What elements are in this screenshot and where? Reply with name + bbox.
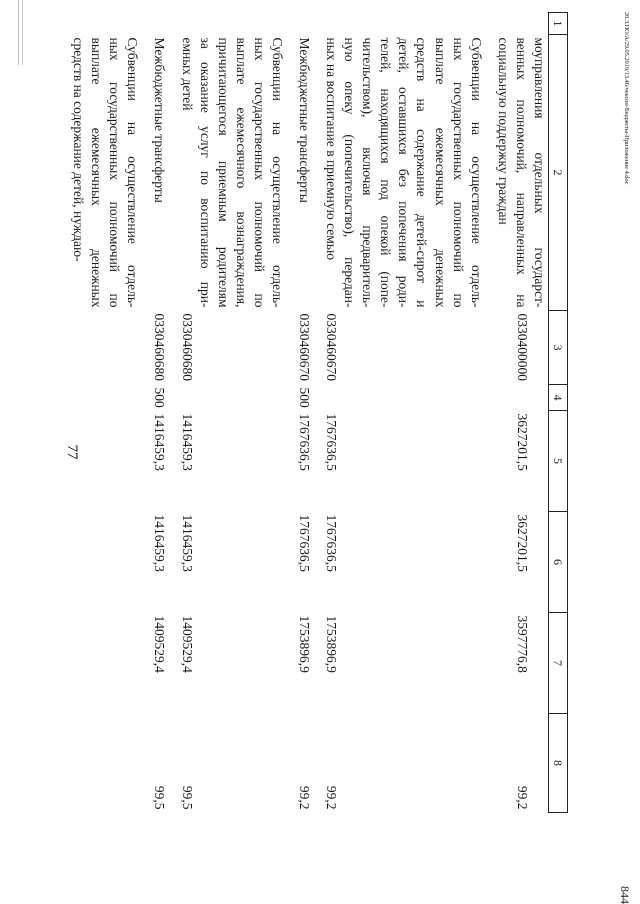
description-line: венных полномочий, направленных на <box>513 37 529 308</box>
footer-file-note: 20.3.ПО/А/29.05.2019/13.46/чексон-Бюджеты-Приложение 4.doc <box>623 12 630 185</box>
row-blank-cell <box>493 13 549 35</box>
table-row <box>149 13 176 813</box>
row-revised-value: 3627201,5 <box>514 514 530 572</box>
row-approved-value: 1416459,3 <box>152 413 168 471</box>
column-number: 4 <box>548 385 567 411</box>
row-blank-cell <box>149 13 176 35</box>
row-executed-value <box>68 613 149 714</box>
row-execution-percent: 99,2 <box>514 785 530 810</box>
description-line: социальную поддержку граждан <box>495 37 511 225</box>
row-revised-value: 1767636,5 <box>324 514 340 572</box>
description-line: ную опеку (попечительство), передан- <box>342 37 358 308</box>
description-line: Межбюджетные трансферты <box>296 37 312 203</box>
description-line: выплате ежемесячных денежных <box>432 37 448 308</box>
row-execution-percent <box>68 714 149 813</box>
row-execution-percent: 99,5 <box>179 785 195 810</box>
table-row <box>68 13 149 813</box>
row-target-code: 0330460670 <box>324 313 340 381</box>
description-line: ных на воспитание в приемную семью <box>324 37 340 261</box>
row-blank-cell <box>176 13 293 35</box>
row-description <box>176 35 293 311</box>
row-description <box>294 35 321 311</box>
description-line: средств на содержание детей-сирот и <box>414 37 430 308</box>
row-executed-value: 3597776,8 <box>514 615 530 673</box>
column-number: 7 <box>548 613 567 714</box>
description-line: выплате ежемесячных денежных <box>89 37 105 308</box>
row-revised-value: 1416459,3 <box>179 514 195 572</box>
row-target-code: 0330460670 <box>296 313 312 381</box>
row-description <box>321 35 493 311</box>
row-target-code: 0330460680 <box>179 313 195 381</box>
description-line: Субвенции на осуществление отдель- <box>125 37 141 308</box>
column-number: 2 <box>548 35 567 311</box>
table-row <box>493 13 549 813</box>
column-number: 1 <box>548 13 567 35</box>
row-revised-value <box>68 512 149 613</box>
table-row <box>294 13 321 813</box>
row-description <box>68 35 149 311</box>
row-blank-cell <box>321 13 493 35</box>
row-approved-value <box>68 411 149 512</box>
description-line: ных государственных полномочий по <box>251 37 267 308</box>
description-line: Субвенции на осуществление отдель- <box>269 37 285 308</box>
description-line: детей, оставшихся без попечения роди- <box>396 37 412 308</box>
row-approved-value: 1767636,5 <box>324 413 340 471</box>
row-blank-cell <box>68 13 149 35</box>
page-number: 77 <box>64 444 80 460</box>
row-revised-value: 1767636,5 <box>296 514 312 572</box>
description-line: ных государственных полномочий по <box>107 37 123 308</box>
row-executed-value: 1409529,4 <box>179 615 195 673</box>
column-number: 8 <box>548 714 567 813</box>
row-revised-value: 1416459,3 <box>152 514 168 572</box>
row-target-code: 0330400000 <box>514 313 530 381</box>
row-target-code <box>68 311 149 385</box>
description-line: моуправления отдельных государст- <box>531 37 547 308</box>
table-body <box>68 13 548 813</box>
row-expense-type <box>493 385 549 411</box>
description-line: Межбюджетные трансферты <box>152 37 168 203</box>
row-execution-percent: 99,2 <box>296 785 312 810</box>
row-blank-cell <box>294 13 321 35</box>
row-approved-value: 3627201,5 <box>514 413 530 471</box>
row-description <box>149 35 176 311</box>
description-line: телей, находящихся под опекой (попе- <box>378 37 394 308</box>
row-executed-value: 1409529,4 <box>152 615 168 673</box>
row-expense-type <box>321 385 493 411</box>
row-target-code: 0330460680 <box>152 313 168 381</box>
description-line: за оказание услуг по воспитанию при- <box>197 37 213 308</box>
row-approved-value: 1767636,5 <box>296 413 312 471</box>
row-executed-value: 1753896,9 <box>296 615 312 673</box>
cut-off-page-number: 844 <box>618 886 632 904</box>
column-number: 5 <box>548 411 567 512</box>
row-approved-value: 1416459,3 <box>179 413 195 471</box>
description-line: емных детей <box>179 37 195 111</box>
table-row <box>176 13 293 813</box>
row-executed-value: 1753896,9 <box>324 615 340 673</box>
column-number-row <box>548 13 567 813</box>
row-expense-type <box>176 385 293 411</box>
row-execution-percent: 99,2 <box>324 785 340 810</box>
description-line: выплате ежемесячного вознаграждения, <box>233 37 249 308</box>
column-number: 6 <box>548 512 567 613</box>
description-line: средств на содержание детей, нуждаю- <box>71 37 87 262</box>
row-expense-type <box>68 385 149 411</box>
row-description <box>493 35 549 311</box>
table-row <box>321 13 493 813</box>
row-expense-type: 500 <box>296 387 312 408</box>
description-line: причитающегося приемным родителям <box>215 37 231 308</box>
budget-table <box>68 12 568 813</box>
description-line: чительством), включая предваритель- <box>360 37 376 308</box>
column-number: 3 <box>548 311 567 385</box>
description-line: Субвенции на осуществление отдель- <box>468 37 484 308</box>
description-line: ных государственных полномочий по <box>450 37 466 308</box>
row-execution-percent: 99,5 <box>152 785 168 810</box>
row-expense-type: 500 <box>152 387 168 408</box>
